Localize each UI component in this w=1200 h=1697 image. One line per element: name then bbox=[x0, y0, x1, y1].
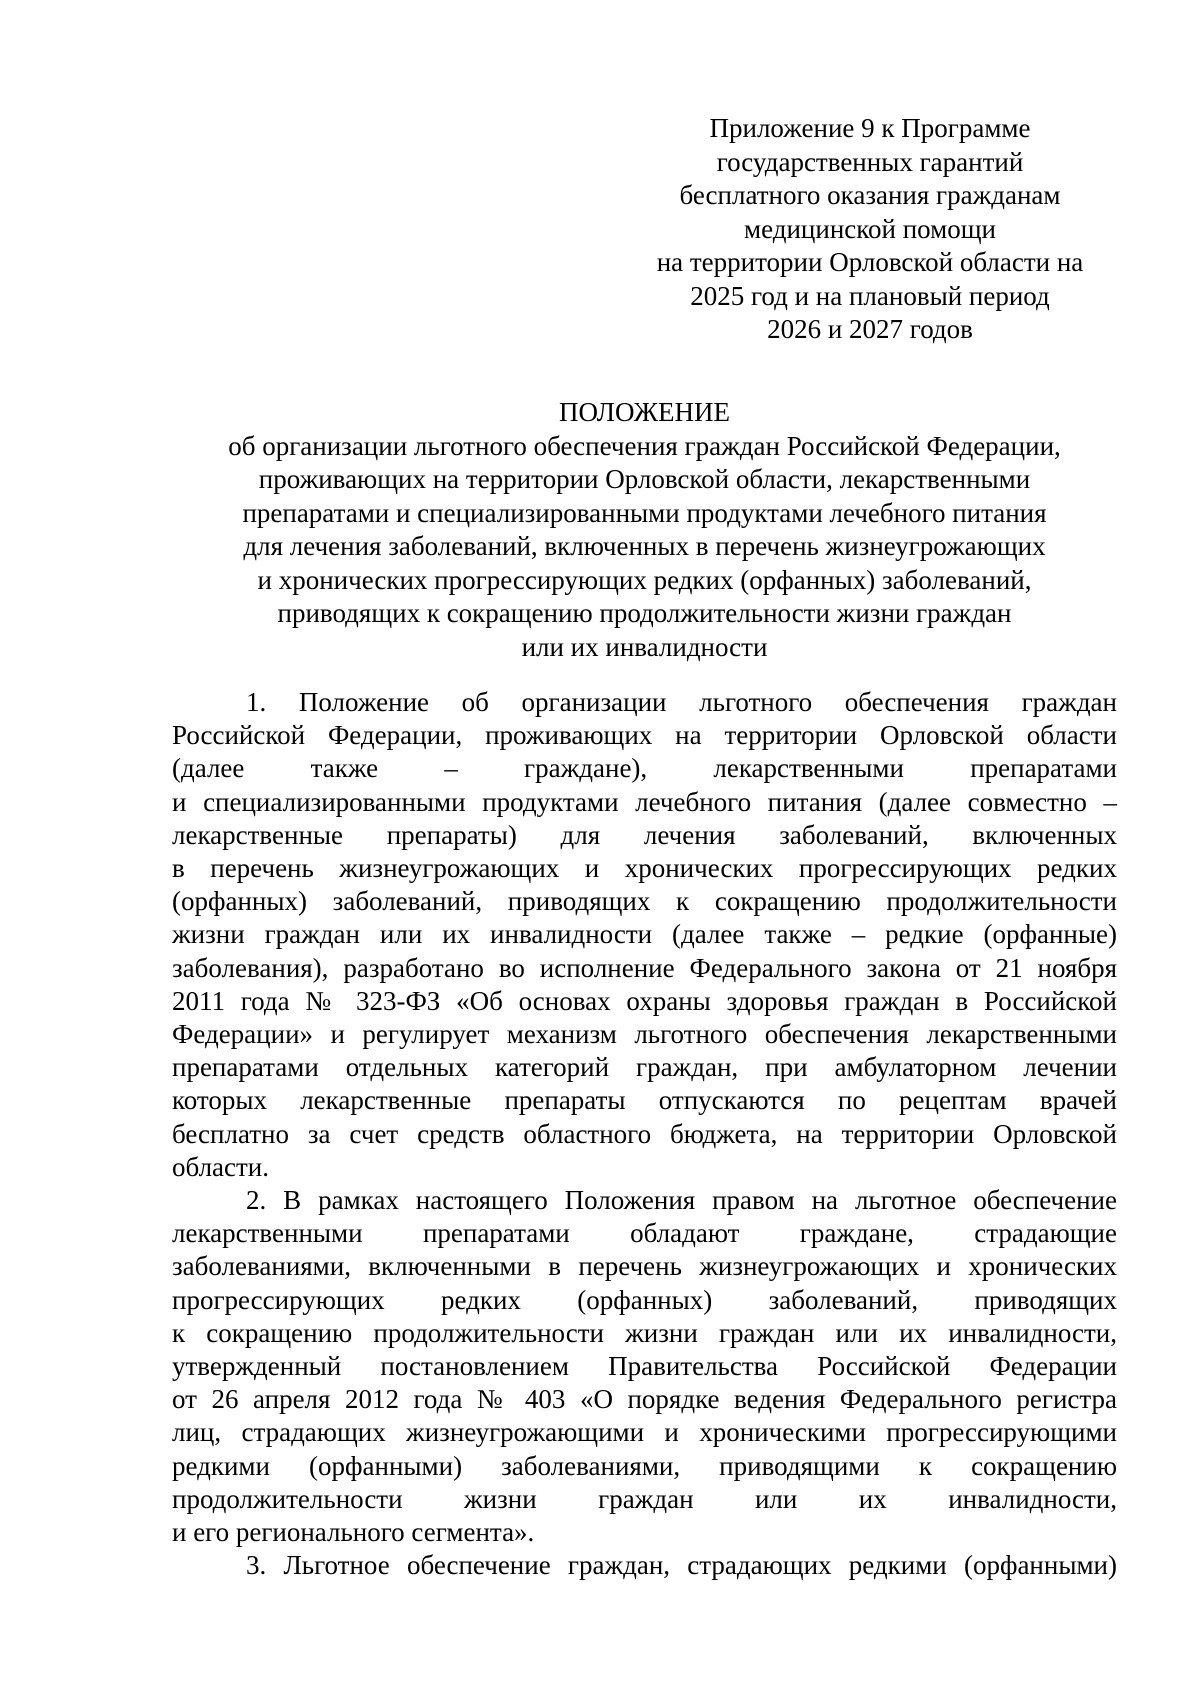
paragraph-line: утвержденный постановлением Правительства Российской Федерации bbox=[172, 1351, 1117, 1382]
paragraph-line: к сокращению продолжительности жизни граждан или их инвалидности, bbox=[172, 1317, 1117, 1348]
document-subtitle-line: об организации льготного обеспечения граждан Российской Федерации, bbox=[228, 430, 1061, 461]
paragraph-line: (далее также – граждане), лекарственными препаратами bbox=[172, 753, 1117, 784]
paragraph-3 bbox=[172, 1549, 1117, 1582]
document-subtitle-line: или их инвалидности bbox=[521, 631, 768, 662]
paragraph-line: и его регионального сегмента». bbox=[172, 1517, 535, 1548]
paragraph-line: лекарственные препараты) для лечения заболеваний, включенных bbox=[172, 819, 1117, 850]
appendix-header-line: 2025 год и на плановый период bbox=[690, 280, 1050, 311]
document-subtitle-line: препаратами и специализированными продуктами лечебного питания bbox=[242, 497, 1047, 528]
paragraph-line: продолжительности жизни граждан или их инвалидности, bbox=[172, 1483, 1117, 1514]
appendix-header-line: на территории Орловской области на bbox=[656, 247, 1084, 277]
paragraph-line: в перечень жизнеугрожающих и хронических прогрессирующих редких bbox=[172, 853, 1117, 884]
document-subtitle-line: приводящих к сокращению продолжительности жизни граждан bbox=[277, 598, 1012, 628]
paragraph-line: области. bbox=[172, 1151, 270, 1182]
paragraph-1 bbox=[172, 686, 1117, 1184]
paragraph-line: лекарственными препаратами обладают граждане, страдающие bbox=[172, 1218, 1117, 1249]
appendix-header-line: государственных гарантий bbox=[716, 146, 1024, 177]
paragraph-line: редкими (орфанными) заболеваниями, приводящими к сокращению bbox=[172, 1450, 1117, 1481]
paragraph-line: которых лекарственные препараты отпускаются по рецептам врачей bbox=[172, 1085, 1117, 1116]
appendix-header-line: Приложение 9 к Программе bbox=[709, 113, 1031, 143]
paragraph-line: Российской Федерации, проживающих на территории Орловской области bbox=[172, 720, 1117, 751]
paragraph-line: прогрессирующих редких (орфанных) заболеваний, приводящих bbox=[172, 1284, 1117, 1315]
paragraph-line: 2011 года № 323-ФЗ «Об основах охраны здоровья граждан в Российской bbox=[172, 985, 1117, 1016]
paragraph-2 bbox=[172, 1184, 1117, 1549]
paragraph-line: Федерации» и регулирует механизм льготного обеспечения лекарственными bbox=[172, 1019, 1117, 1050]
paragraph-line: 3. Льготное обеспечение граждан, страдающих редкими (орфанными) bbox=[246, 1550, 1117, 1581]
document-heading: ПОЛОЖЕНИЕ bbox=[559, 397, 730, 427]
paragraph-line: жизни граждан или их инвалидности (далее также – редкие (орфанные) bbox=[172, 919, 1117, 950]
document-subtitle-line: для лечения заболеваний, включенных в перечень жизнеугрожающих bbox=[243, 531, 1046, 561]
paragraph-line: препаратами отдельных категорий граждан, при амбулаторном лечении bbox=[172, 1052, 1117, 1083]
document-title-block bbox=[172, 396, 1117, 664]
paragraph-line: лиц, страдающих жизнеугрожающими и хроническими прогрессирующими bbox=[172, 1417, 1117, 1448]
appendix-header bbox=[640, 112, 1100, 347]
paragraph-line: и специализированными продуктами лечебного питания (далее совместно – bbox=[172, 786, 1117, 817]
document-body bbox=[172, 686, 1117, 1582]
paragraph-line: 2. В рамках настоящего Положения правом на льготное обеспечение bbox=[246, 1185, 1117, 1216]
paragraph-line: (орфанных) заболеваний, приводящих к сокращению продолжительности bbox=[172, 886, 1117, 917]
document-subtitle-line: и хронических прогрессирующих редких (орфанных) заболеваний, bbox=[257, 564, 1032, 595]
appendix-header-line: бесплатного оказания гражданам bbox=[679, 180, 1061, 210]
paragraph-line: заболевания), разработано во исполнение Федерального закона от 21 ноября bbox=[172, 952, 1117, 983]
document-subtitle-line: проживающих на территории Орловской области, лекарственными bbox=[258, 464, 1031, 494]
paragraph-line: заболеваниями, включенными в перечень жизнеугрожающих и хронических bbox=[172, 1251, 1117, 1282]
paragraph-line: бесплатно за счет средств областного бюджета, на территории Орловской bbox=[172, 1118, 1117, 1149]
appendix-header-line: медицинской помощи bbox=[744, 213, 996, 244]
paragraph-line: 1. Положение об организации льготного обеспечения граждан bbox=[246, 687, 1117, 717]
paragraph-line: от 26 апреля 2012 года № 403 «О порядке ведения Федерального регистра bbox=[172, 1384, 1117, 1415]
appendix-header-line: 2026 и 2027 годов bbox=[767, 314, 973, 344]
